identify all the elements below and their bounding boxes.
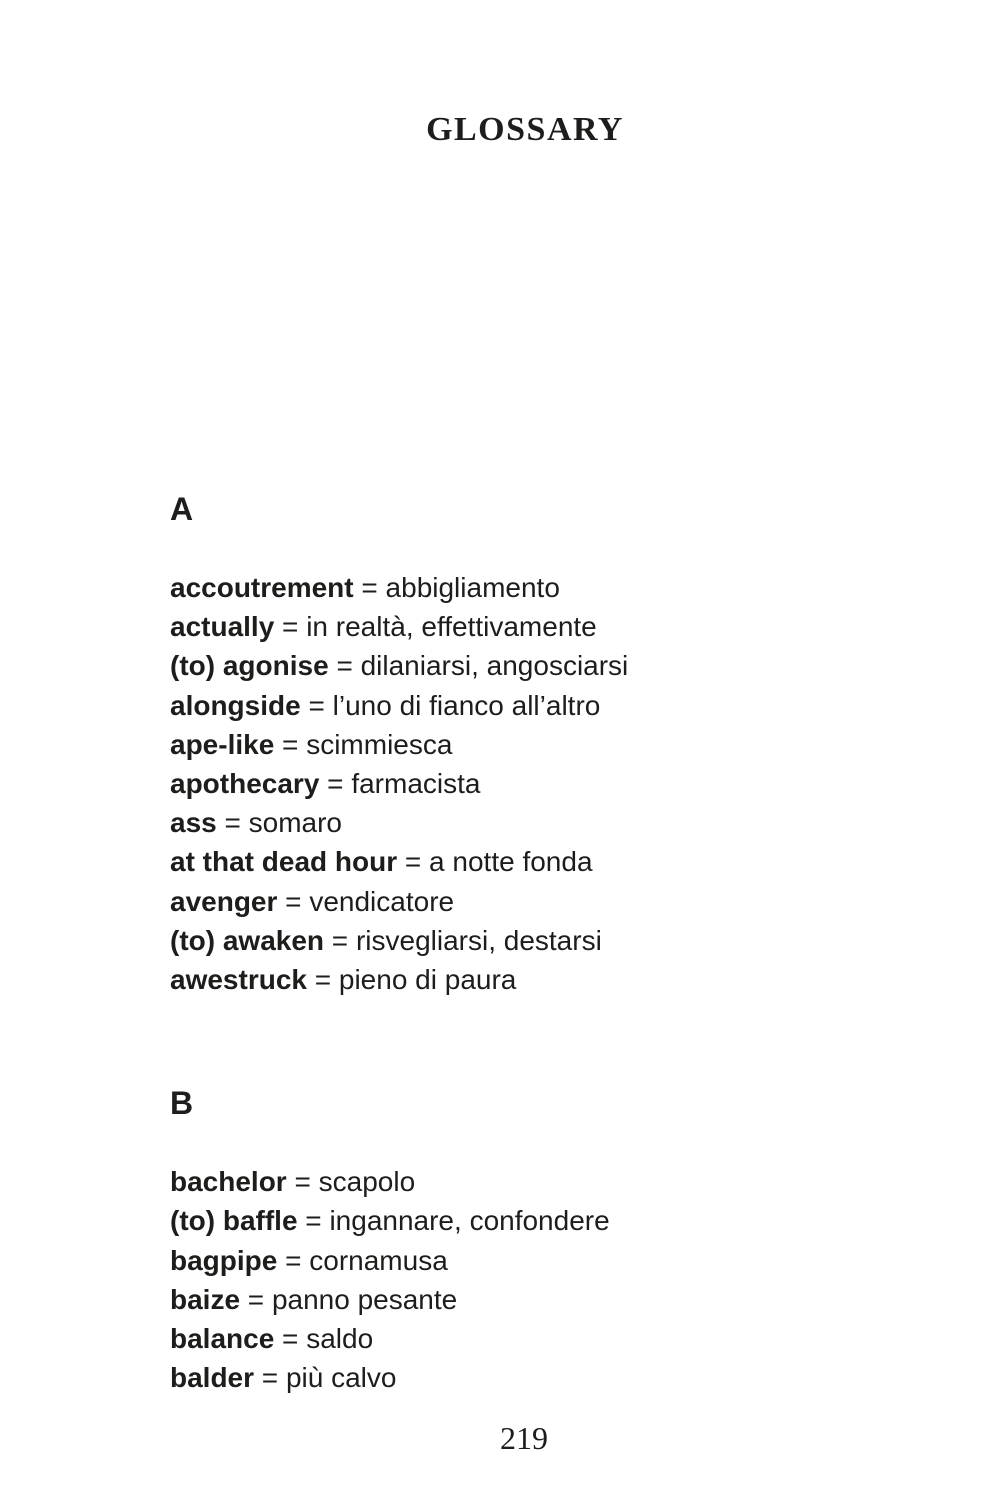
glossary-entry	[170, 1280, 880, 1319]
entry-term: ape-like	[170, 728, 275, 760]
entry-term: alongside	[170, 689, 301, 721]
page-title: GLOSSARY	[426, 110, 624, 148]
section-entries	[170, 1162, 880, 1397]
entry-definition: scimmiesca	[306, 728, 453, 760]
equals-sign: =	[277, 885, 310, 917]
entry-term: actually	[170, 611, 275, 643]
equals-sign: =	[306, 964, 339, 996]
entry-term: (to) awaken	[170, 924, 325, 956]
entry-definition: ingannare, confondere	[329, 1205, 610, 1237]
equals-sign: =	[324, 924, 356, 956]
entry-term: apothecary	[170, 768, 320, 800]
glossary-entry	[170, 1358, 880, 1397]
glossary-entry	[170, 686, 880, 725]
equals-sign: =	[297, 1205, 330, 1237]
section-letter: B	[170, 1085, 194, 1122]
entry-term: bachelor	[170, 1166, 287, 1198]
glossary-entry	[170, 607, 880, 646]
glossary-entry	[170, 1241, 880, 1280]
glossary-entry	[170, 882, 880, 921]
equals-sign: =	[274, 1323, 307, 1355]
entry-definition: panno pesante	[271, 1283, 458, 1315]
entry-term: at that dead hour	[170, 846, 398, 878]
entry-term: accoutrement	[170, 572, 354, 603]
page-number: 219	[500, 1420, 548, 1456]
entry-term: ass	[170, 807, 217, 839]
section-entries	[170, 568, 880, 999]
glossary-entry	[170, 842, 880, 881]
entry-definition: pieno di paura	[338, 964, 517, 996]
glossary-entry	[170, 1162, 880, 1201]
entry-definition: saldo	[306, 1323, 374, 1355]
glossary-entry	[170, 725, 880, 764]
equals-sign: =	[274, 611, 307, 643]
equals-sign: =	[274, 728, 307, 760]
glossary-entry	[170, 1319, 880, 1358]
entry-definition: dilaniarsi, angosciarsi	[360, 650, 629, 682]
glossary-entry	[170, 960, 880, 999]
equals-sign: =	[277, 1244, 310, 1276]
entry-definition: risvegliarsi, destarsi	[355, 924, 602, 956]
entry-definition: più calvo	[285, 1362, 397, 1394]
glossary-section	[170, 490, 880, 999]
entry-definition: vendicatore	[309, 885, 455, 917]
glossary-entry	[170, 568, 880, 607]
equals-sign: =	[286, 1166, 319, 1198]
equals-sign: =	[319, 768, 352, 800]
equals-sign: =	[216, 807, 249, 839]
entry-term: balder	[170, 1362, 255, 1394]
glossary-entry	[170, 803, 880, 842]
entry-definition: l’uno di fianco all’altro	[332, 689, 601, 721]
glossary-entry	[170, 1201, 880, 1240]
entry-term: bagpipe	[170, 1244, 278, 1276]
entry-term: avenger	[170, 885, 278, 917]
equals-sign: =	[397, 846, 430, 878]
entry-definition: scapolo	[318, 1166, 416, 1198]
entry-term: (to) agonise	[170, 650, 329, 682]
equals-sign: =	[353, 572, 386, 603]
entry-definition: somaro	[248, 807, 343, 839]
entry-term: balance	[170, 1323, 275, 1355]
entry-term: baize	[170, 1283, 241, 1315]
equals-sign: =	[240, 1283, 272, 1315]
entry-definition: in realtà, effettivamente	[306, 611, 597, 643]
glossary-entry	[170, 646, 880, 685]
entry-definition: farmacista	[351, 768, 481, 800]
glossary-entry	[170, 764, 880, 803]
glossary-sections	[170, 490, 880, 1397]
entry-definition: a notte fonda	[429, 846, 593, 878]
glossary-entry	[170, 921, 880, 960]
equals-sign: =	[254, 1362, 286, 1394]
section-letter: A	[170, 491, 194, 527]
equals-sign: =	[328, 650, 361, 682]
glossary-section	[170, 1084, 880, 1397]
entry-term: (to) baffle	[170, 1205, 298, 1237]
equals-sign: =	[300, 689, 333, 721]
entry-definition: cornamusa	[309, 1244, 448, 1276]
entry-definition: abbigliamento	[385, 572, 560, 603]
entry-term: awestruck	[170, 964, 307, 996]
